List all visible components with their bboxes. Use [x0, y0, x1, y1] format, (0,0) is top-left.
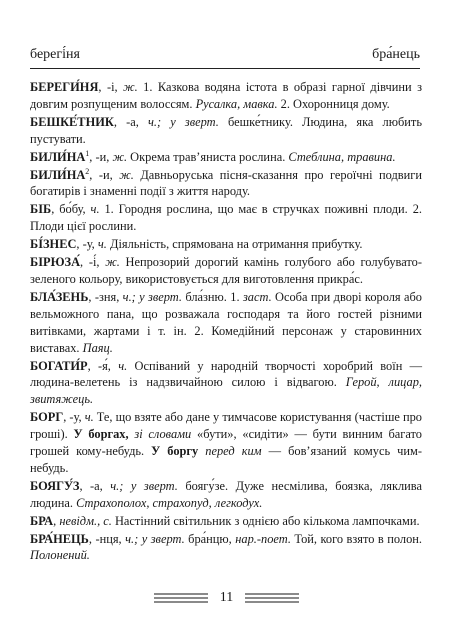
grammar: , -и,: [89, 167, 120, 182]
phrase-definition: «бути», «сидіти» — бути винним багато грошей кому-небудь.: [30, 427, 422, 459]
definition: Оспіваний у народній творчості хоробрий воїн — людина-велетень із надзвичайною силою і відвагою.: [30, 358, 422, 390]
part-of-speech: ч.: [97, 237, 107, 252]
grammar: , -а,: [79, 478, 111, 493]
dictionary-entry: [30, 478, 422, 512]
part-of-speech: ч.: [118, 358, 128, 373]
definition: бла́зню. 1.: [181, 289, 243, 304]
grammar: , -і́,: [80, 255, 106, 270]
synonyms: Полонений.: [30, 548, 90, 563]
part-of-speech: ч.: [90, 202, 100, 217]
headword: БОГАТИ́Р: [30, 358, 88, 373]
headword: БІ́ЗНЕС: [30, 237, 77, 252]
grammar: ,: [53, 513, 60, 528]
grammar: , -зня,: [88, 289, 123, 304]
usage-note: перед ким: [205, 444, 262, 459]
part-of-speech: ч.; у зверт.: [110, 478, 178, 493]
headword: БИЛИ́НА: [30, 167, 86, 182]
dictionary-entry: [30, 79, 422, 113]
headword: БЛА́ЗЕНЬ: [30, 289, 89, 304]
header-rule: [30, 68, 420, 69]
part-of-speech: невідм., с.: [59, 513, 112, 528]
definition: Давньоруська пісня-сказання про героїчні подвиги богатирів і знаменні події з життя народу.: [30, 167, 422, 199]
dictionary-entries: [30, 79, 422, 565]
part-of-speech: ч.: [84, 410, 94, 425]
usage-label: нар.-поет.: [235, 531, 291, 546]
page-footer: [0, 589, 450, 609]
headword: БРА: [30, 513, 54, 528]
dictionary-entry: [30, 289, 422, 357]
phrase-definition: — бов’язаний комусь чим-небудь.: [30, 444, 422, 475]
grammar: , -у,: [63, 410, 85, 425]
part-of-speech: ж.: [119, 167, 134, 182]
definition: 1. Казкова водяна істота в образі гарної дівчини з довгим розпущеним волоссям.: [30, 80, 422, 111]
part-of-speech: ч.; у зверт.: [147, 114, 219, 129]
definition: Окрема трав’яниста рослина.: [127, 149, 289, 164]
grammar: , -а,: [113, 114, 148, 129]
part-of-speech: ж.: [112, 149, 128, 164]
synonyms: Русалка, мавка.: [195, 96, 278, 111]
definition: Настінний світильник з однією або кількома лампочками.: [111, 513, 420, 528]
headword: БЕРЕГИ́НЯ: [30, 80, 99, 94]
headword: БОЯГУ́З: [30, 478, 80, 493]
headword: БЕШКЕ́ТНИК: [30, 114, 114, 129]
dictionary-entry: [30, 513, 422, 530]
definition: Непрозорий дорогий камінь голубого або голубувато-зеленого кольору, використовується для виготовлення прикра́с.: [30, 255, 422, 286]
grammar: , бо́бу,: [51, 202, 91, 217]
definition: Те, що взяте або дане у тимчасове користування (частіше про гроші).: [30, 410, 422, 442]
synonyms: Страхополох, страхопуд, легкодух.: [76, 495, 263, 510]
header-first-word: берегі́ня: [30, 47, 80, 62]
synonyms: Паяц.: [82, 340, 113, 355]
definition: бра́нцю,: [184, 531, 236, 546]
definition: бешке́тнику. Людина, яка любить пустувати.: [30, 114, 422, 146]
phrase: У боргу: [151, 444, 199, 459]
headword: БРА́НЕЦЬ: [30, 531, 89, 546]
synonyms: Герой, лицар, звитяжець.: [30, 375, 422, 407]
synonyms: Стеблина, травина.: [288, 149, 396, 164]
homonym-index: 1: [85, 148, 90, 158]
headword: БІБ: [30, 202, 52, 217]
definition-tail: Той, кого взято в полон.: [290, 531, 422, 546]
usage-label: заст.: [242, 289, 272, 304]
dictionary-entry: [30, 254, 422, 288]
header-last-word: бра́нець: [372, 47, 420, 62]
headword: БИЛИ́НА: [30, 149, 86, 164]
definition: 1. Городня рослина, що має в стручках поживні плоди. 2. Плоди цієї рослини.: [30, 202, 422, 234]
dictionary-entry: [30, 167, 422, 201]
page-number: 11: [219, 590, 234, 605]
headword: БІРЮЗА́: [30, 255, 81, 270]
footer-ornament-left: [154, 593, 208, 603]
definition-tail: Особа при дворі короля або вельможного пана, що розважала господаря та його гостей різними витівками, жартами і т. ін. 2. Комедійний персонаж у старовинних виставах.: [30, 289, 422, 355]
dictionary-entry: [30, 409, 422, 477]
dictionary-entry: [30, 201, 422, 235]
usage-note: зі словами: [134, 427, 192, 442]
dictionary-entry: [30, 531, 422, 565]
homonym-index: 2: [85, 166, 90, 176]
grammar: , -і,: [98, 80, 124, 94]
grammar: , -и,: [89, 149, 113, 164]
grammar: , -у,: [76, 237, 98, 252]
dictionary-entry: [30, 358, 422, 409]
definition: Діяльність, спрямована на отримання прибутку.: [106, 237, 363, 252]
grammar: , -я́,: [87, 358, 119, 373]
grammar: , -нця,: [88, 531, 126, 546]
phrase: У боргах,: [73, 427, 129, 442]
running-header: [30, 46, 420, 64]
part-of-speech: ж.: [105, 255, 120, 270]
part-of-speech: ж.: [123, 80, 138, 94]
part-of-speech: ч.; у зверт.: [122, 289, 182, 304]
dictionary-entry: [30, 149, 422, 166]
dictionary-entry: [30, 236, 422, 253]
footer-ornament-right: [245, 593, 299, 603]
definition-tail: 2. Охоронниця дому.: [277, 96, 390, 111]
dictionary-entry: [30, 114, 422, 148]
headword: БОРГ: [30, 410, 64, 425]
definition: боягу́зе. Дуже несмілива, боязка, ляклива людина.: [30, 478, 422, 510]
part-of-speech: ч.; у зверт.: [125, 531, 185, 546]
